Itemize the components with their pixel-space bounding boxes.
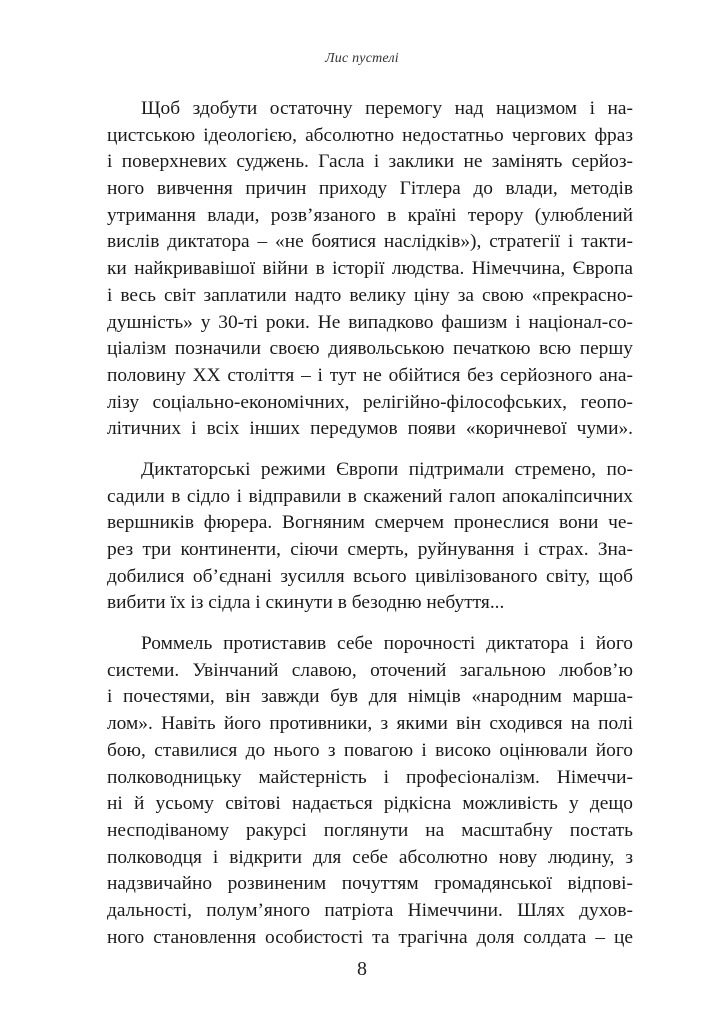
page-number: 8 [357,958,367,980]
text-line: вислів диктатора – «не боятися наслідків»), стратегії і такти- [107,231,633,253]
body-text [107,96,633,965]
text-line: і поверхневих суджень. Гасла і заклики не замінять серйоз- [107,151,633,173]
text-line: половину XX століття – і тут не обійтися без серйозного ана- [107,364,633,386]
running-header: Лис пустелі [325,51,399,66]
text-line: літичних і всіх інших передумов появи «коричневої чуми». [107,418,633,440]
text-line: полководницьку майстерність і професіоналізм. Німеччи- [107,766,633,788]
text-line: душність» у 30-ті роки. Не випадково фашизм і націонал-со- [107,311,633,333]
text-line: ні й усьому світові надається рідкісна можливість у дещо [107,793,633,815]
text-line: рез три континенти, сіючи смерть, руйнування і страх. Зна- [107,539,633,560]
text-line: цистською ідеологією, абсолютно недостатньо чергових фраз [107,124,633,146]
text-line: системи. Увінчаний славою, оточений загальною любов’ю [107,659,633,681]
text-line: Роммель протиставив себе порочності диктатора і його [141,633,633,655]
text-line: ного вивчення причин приходу Гітлера до влади, методів [107,178,633,200]
text-line: Диктаторські режими Європи підтримали стремено, по- [141,458,633,480]
text-line: і почестями, він завжди був для німців «народним марша- [107,686,633,708]
text-line: ціалізм позначили своєю диявольською печаткою всю першу [107,338,633,360]
text-line: вершників фюрера. Вогняним смерчем пронеслися вони че- [107,512,633,534]
text-line: бою, ставилися до нього з повагою і високо оцінювали його [107,739,633,761]
text-line: полководця і відкрити для себе абсолютно нову людину, з [107,846,633,868]
text-line: несподіваному ракурсі поглянути на масштабну постать [107,819,633,841]
text-line: вибити їх із сідла і скинути в безодню небуття... [107,592,505,614]
paragraph-1 [107,96,633,443]
text-line: надзвичайно розвиненим почуттям громадянської відпові- [107,873,633,895]
paragraph-2 [107,457,633,617]
text-line: добилися об’єднані зусилля всього цивілізованого світу, щоб [107,565,633,587]
text-line: ного становлення особистості та трагічна доля солдата – це [107,926,633,948]
text-line: утримання влади, розв’язаного в країні терору (улюблений [107,204,633,226]
text-line: дальності, полум’яного патріота Німеччини. Шлях духов- [107,899,633,921]
text-line: садили в сідло і відправили в скажений галоп апокаліпсичних [107,485,633,507]
text-line: Щоб здобути остаточну перемогу над нацизмом і на- [141,98,633,119]
text-line: і весь світ заплатили надто велику ціну за свою «прекрасно- [107,284,633,306]
text-line: лом». Навіть його противники, з якими він сходився на полі [107,713,633,735]
text-line: ки найкривавішої війни в історії людства. Німеччина, Європа [107,258,633,280]
text-line: лізу соціально-економічних, релігійно-філософських, геопо- [107,391,633,413]
paragraph-3 [107,631,633,951]
